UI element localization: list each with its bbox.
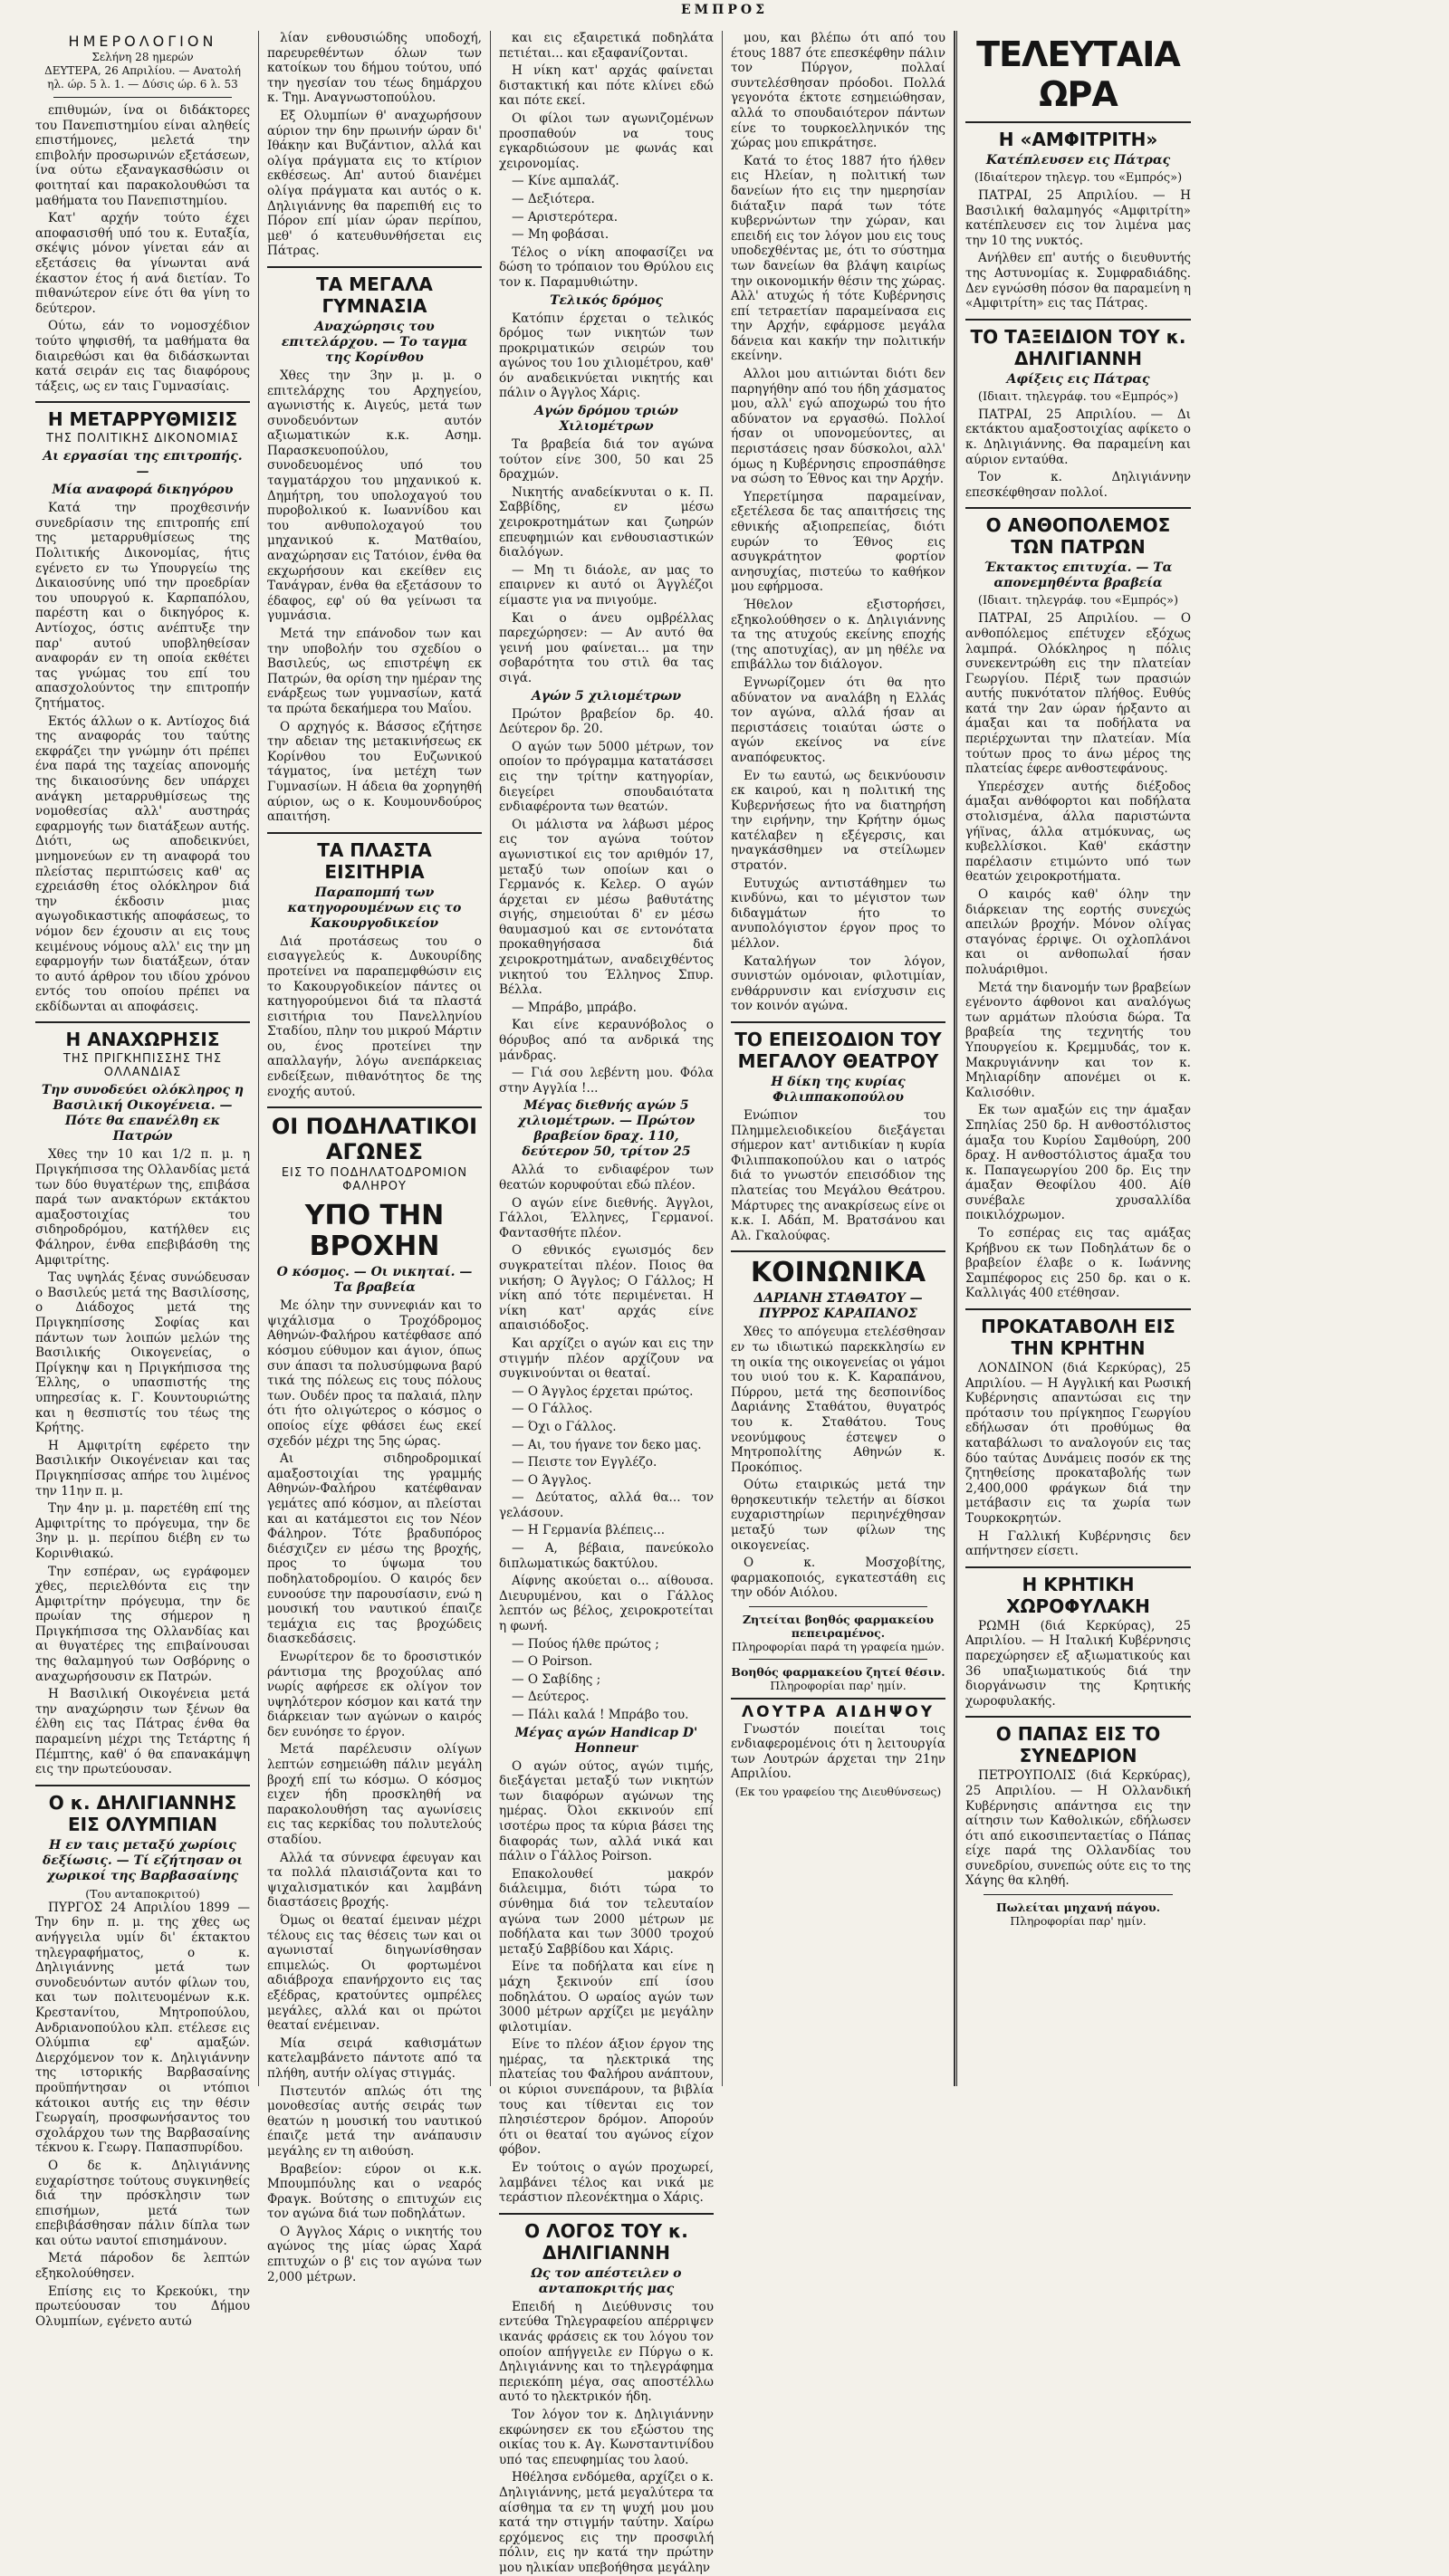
article-text: Χθες το απόγευμα ετελέσθησαν εν τω ιδιωτικώ παρεκκλησίω εν τη οικία της οικογενείας οι γάμοι του υιού του κ. Κ. Καραπάνου, Πύρρου, μετά της δεσποινίδος Δαριάνης Σταθάτου, θυγατρός του κ. Σταθάτου. Τους νεονύμφους έστεψεν ο Μητροπολίτης Αθηνών κ. Προκόπιος. — [731, 1325, 945, 1475]
deck: Μέγας διεθνής αγών 5 χιλιομέτρων. — Πρώτον βραβείον δραχ. 110, δεύτερον 50, τρίτον 25 — [517, 1098, 696, 1160]
divider — [749, 1606, 927, 1607]
article-text: Ηθέλησα ενδόμεθα, αρχίζει ο κ. Δηλιγιάννης, μετά μεγαλύτερα τα αίσθημα τα εν τη ψυχή μου μου κατά την στιγμήν ταύτην. Χαίρω ερχόμενος εις την προσφιλή πόλιν, εις ην κατά την πρώτην μου ηλικίαν υπεβοήθησα μεγάλην — [499, 2470, 714, 2575]
article-text: Ο καιρός καθ' όλην την διάρκειαν της εορτής συνεχώς απειλών βροχήν. Μόνον ολίγας σταγόνας έρριψε. Οι οχλοπλάνοι και οι ανθοπωλαί ήσαν πολυάριθμοι. — [965, 887, 1191, 977]
deck: Ο κόσμος. — Οι νικηταί. — Τα βραβεία — [276, 1265, 473, 1296]
article-text: — Α, βέβαια, πανεύκολο διπλωματικώς δακτύλου. — [499, 1541, 714, 1571]
deck: Η εν ταις μεταξύ χωρίοις δεξίωσις. — Τί εζήτησαν οι χωρικοί της Βαρβασαίνης — [43, 1837, 243, 1883]
article-text: Ενωρίτερον δε το δροσιστικόν ράντισμα της βροχούλας από νωρίς αφήρεσε εκ ολίγον τον υψηλότερον κόσμον και κατά την διάρκειαν των αγώνων ο καιρός δεν ευνόησε το έργον. — [267, 1649, 482, 1739]
article-text: Νικητής αναδείκνυται ο κ. Π. Σαββίδης, εν μέσω χειροκροτημάτων και ζωηρών επευφημιών και ενθουσιαστικών διαλόγων. — [499, 484, 714, 560]
divider — [749, 1659, 927, 1660]
headline-deligiannis-olympia: Ο κ. ΔΗΛΙΓΙΑΝΝΗΣ ΕΙΣ ΟΛΥΜΠΙΑΝ — [35, 1785, 250, 1835]
ad-body: Πληροφορίαι παρ' ημίν. — [770, 1679, 907, 1693]
article-text: Ευτυχώς αντιστάθημεν τω κινδύνω, και το μέγιστον των διδαγμάτων ήτο το ανυπολόγιστον έργον προς το μέλλον. — [731, 876, 945, 952]
article-text: και εις εξαιρετικά ποδηλάτα πετιέται... και εξαφανίζονται. — [499, 31, 714, 61]
article-text: Και αρχίζει ο αγών και εις την στιγμήν πλέον αρχίζουν να συγκινούνται οι θεαταί. — [499, 1336, 714, 1382]
article-text: Οι μάλιστα να λάβωσι μέρος εις τον αγώνα τούτον αγωνιστικοί εις τον αριθμόν 17, μεταξύ των οποίων και ο Γερμανός κ. Κελερ. Ο αγών άρχεται εν μέσω βαθυτάτης σιγής, σημειούται δ' εν μέσω θαυμασμού και σε εντονότατα προκαθηγήσασα διά χειροκροτημάτων, αναδειχθέντος νικητού του Έλληνος Σπυρ. Βέλλα. — [499, 817, 714, 998]
deck: Αγών δρόμου τριών Χιλιομέτρων — [534, 404, 678, 435]
article-text: — Μπράβο, μπράβο. — [512, 1000, 637, 1015]
article-text: Πρώτον βραβείον δρ. 40. Δεύτερον δρ. 20. — [499, 706, 714, 737]
article-text: — Ο Άγγλος έρχεται πρώτος. — [512, 1384, 694, 1399]
dateline: (Ιδιαιτ. τηλεγράφ. του «Εμπρός») — [977, 594, 1179, 608]
dateline: (Ιδιαιτ. τηλεγράφ. του «Εμπρός») — [977, 389, 1179, 404]
article-text: Η νίκη κατ' αρχάς φαίνεται διστακτική και πότε κλίνει εδώ και πότε εκεί. — [499, 63, 714, 109]
dateline: (Ιδιαίτερον τηλεγρ. του «Εμπρός») — [974, 171, 1183, 185]
ad-title: Πωλείται μηχανή πάγου. — [995, 1901, 1161, 1915]
article-text: Εν τω εαυτώ, ως δεικνύουσιν εκ καιρού, και η πολιτική της Κυβερνήσεως ήτο να διατηρήση την ειρήνην, την Κρήτην όμως κατέλαβεν η εξέγερσις, και ηναγκάσθημεν να στείλωμεν στρατόν. — [731, 768, 945, 874]
article-text: Τον κ. Δηλιγιάννην επεσκέφθησαν πολλοί. — [965, 470, 1191, 500]
headline-gymnasia: ΤΑ ΜΕΓΑΛΑ ΓΥΜΝΑΣΙΑ — [267, 266, 482, 317]
article-text: Καταλήγων τον λόγον, συνιστών ομόνοιαν, φιλοτιμίαν, ενθάρρυνσιν και ενίσχυσιν εις τον κοινόν αγώνα. — [731, 953, 945, 1014]
article-text: Τας υψηλάς ξένας συνώδευσαν ο Βασιλεύς μετά της Βασιλίσσης, ο Διάδοχος μετά της Πριγκηπίσσης Σοφίας και πάντων των λοιπών μελών της Βασιλικής Οικογενείας, ο Πρίγκηψ και η Πριγκήπισσα της Έλλης, ο υπασπιστής της υπηρεσίας κ. Γ. Κουντουριώτης και η θεσπιστίς του τέως της Κρήτης. — [35, 1270, 250, 1436]
article-text: Ήθελον εξιστορήσει, εξηκολούθησεν ο κ. Δηλιγιάννης τα της ατυχούς εκείνης εποχής (της αποτυχίας), αν μη ηθέλε να επιβάλλω τον διάλογον. — [731, 597, 945, 673]
subheadline: ΤΗΣ ΠΡΙΓΚΗΠΙΣΣΗΣ ΤΗΣ ΟΛΛΑΝΔΙΑΣ — [62, 1052, 223, 1080]
article-text: Την εσπέραν, ως εγράφομεν χθες, περιελθόντα εις την Αμφιτρίτην πρόγευμα, την δε πρωίαν της σήμερον η Πριγκήπισσα της Ολλανδίας και αι θυγατέρες της επιβαίνουσαι της θαλαμηγού των Οσβόρνης ο αναχωρήσουσιν εκ Πατρών. — [35, 1564, 250, 1684]
article-text: ΠΕΤΡΟΥΠΟΛΙΣ (διά Κερκύρας), 25 Απριλίου. — Η Ολλανδική Κυβέρνησις απάντησα εις την αίτησιν των Καθολικών, εδήλωσεν ότι από εικοσιπενταετίας ο Πάπας είχε παρά της Ολλανδίας του συνεδρίου, συνεπώς ούτε εις το της Χάγης θα κληθή. — [965, 1768, 1191, 1889]
article-text: Κατά την προχθεσινήν συνεδρίασιν της επιτροπής επί της μεταρρυθμίσεως της Πολιτικής Δικονομίας, ήτις εγένετο εν τω Υπουργείω της Δικαιοσύνης υπό την προεδρίαν του υπουργού κ. Καρπαπόλου, παρέστη και ο δικηγόρος κ. Αντίοχος, όστις ανέπτυξε την παρ' αυτού υποβληθείσαν αναφοράν εν τη οποία εκθέτει τας γνώμας του επί του απασχολούντος την επιτροπήν ζητήματος. — [35, 501, 250, 711]
deck: Η δίκη της κυρίας Φιλιππακοπούλου — [771, 1075, 906, 1105]
deck: Αγών 5 χιλιομέτρων — [531, 688, 682, 704]
article-text: Εξ Ολυμπίων θ' αναχωρήσουν αύριον την 6ην πρωινήν ώραν δι' Ιθάκην και Βυζάντιον, αλλά και ολίγα πράγματα εις το κτίριον εκθέσεως. Απ' αυτού διανέμει ολίγα πράγματα και αυτός ο κ. Δηλιγιάννης θα παρεπιθή εις το Πόρον επί μίαν ώραν περίπου, μεθ' ό κατευθυνθήσεται εις Πάτρας. — [267, 108, 482, 259]
article-text: Χθες την 3ην μ. μ. ο επιτελάρχης του Αρχηγείου, αγωνιστής κ. Αιγεύς, μετά των συνοδευόντων αυτόν αξιωματικών κ.κ. Ασημ. Παρασκευοπούλου, συνοδευομένος υπό του ταγματάρχου του μηχανικού κ. Δημήτρη, του υπολοχαγού του πυροβολικού κ. Ιωαννίδου και του ανθυπολοχαγού του μηχανικού κ. Ματθαίου, αναχώρησαν εις Τατόιον, ένθα θα εκχωρήσουν και εκείθεν εις Τανάγραν, ένθα θα εξετάσουν το έδαφος, εφ' ού θα γείνωσι τα γυμνάσια. — [267, 368, 482, 624]
classified-ad — [731, 1665, 945, 1692]
ad-body: Πληροφορίαι παρά τη γραφεία ημών. — [731, 1640, 945, 1654]
headline-metarrythmisis: Η ΜΕΤΑΡΡΥΘΜΙΣΙΣ — [35, 401, 250, 430]
dialogue-line: — Ο Άγγλος. — [512, 1472, 592, 1488]
article-text: Αίφνης ακούεται ο... αίθουσα. Διευρυμένου, και ο Γάλλος λεπτόν ως βέλος, χειροκροτείται η φωνή. — [499, 1574, 714, 1634]
dialogue-line: — Ο Σαβίδης ; — [512, 1671, 601, 1687]
deck: Ως τον απέστειλεν ο ανταποκριτής μας — [531, 2265, 682, 2296]
calendar-moon: Σελήνη 28 ημερών — [91, 51, 194, 63]
deck: Τελικός δρόμος — [550, 292, 663, 308]
deck: Αναχώρησις του επιτελάρχου. — Το ταγμα της Κορίνθου — [281, 319, 468, 365]
article-text: Γνωστόν ποιείται τοις ενδιαφερομένοις ότι η λειτουργία των Λουτρών άρχεται την 21ην Απριλίου. — [731, 1721, 945, 1782]
article-text: Αλλοι μου αιτιώνται διότι δεν παρηγήθην από του ήδη χάσματος μου, αλλ' εγώ αποχωρώ του ήτο αδύνατον να εργασθώ. Πολλοί ήσαν οι υπονομεύοντες, αι περιστάσεις ησαν δύσκολοι, αλλ' όμως η Κυβέρνησις επροσπάθησε να σώση το Έθνος και την Αρχήν. — [731, 367, 945, 487]
headline-anaxorisis: Η ΑΝΑΧΩΡΗΣΙΣ — [35, 1021, 250, 1050]
article-text: Εκ των αμαξών εις την άμαξαν Σπηλίας 250 δρ. Η ανθοστόλιστος άμαξα του Κυρίου Σαμθούρη, 200 δραχ. Η ανθοστόλιστος άμαξα του κ. Παπαγεωργίου 200 δρ. Εις την άμαξαν Θεοφίλου 400. Αίθ συνέβαλε χρυσαλλίδα ποικιλόχρωμον. — [965, 1103, 1191, 1223]
article-text: Εκτός άλλων ο κ. Αντίοχος διά της αναφοράς του ταύτης εκφράζει την γνώμην ότι πρέπει ένα παρά της ταχείας απονομής της δικαιοσύνης δεν υπάρχει ανάγκη μεταρρυθμίσεως της νομοθεσίας αλλ' αυστηράς εφαρμογής των διατάξεων αυτής. Διότι, ως αποδεικνύει, μνημονεύων εν τη αναφορά του πλείστας περιπτώσεις καθ' ας εχρειάσθη έτος ολόκληρον διά την έκδοσιν μιας αγωγοδικαστικής αποφάσεως, το νόμον δεν έχουσιν αι εις τους κειμένους νόμους αλλ' εις την μη εφαρμογήν των διατάξεων, όταν το αυτό άρθρον του ιδίου χρόνου εντός του οποίου πρέπει να εκδίδωνται αι αποφάσεις. — [35, 713, 250, 1014]
article-text: Και είνε κεραυνόβολος ο θόρυβος από τα ανδρικά της μάνδρας. — [499, 1018, 714, 1063]
article-text: Ο δε κ. Δηλιγιάννης ευχαρίστησε τούτους συγκινηθείς διά την πρόσκλησιν των επισήμων, μετά των επεβιβάσθησαν πάλιν δίπλα των και ούτω ναυτοί επισημάνουν. — [35, 2158, 250, 2248]
article-text: Η Βασιλική Οικογένεια μετά την αναχώρησιν των ξένων θα έλθη εις τας Πάτρας ένθα θα παραμείνη μέχρι της Τετάρτης ή Πέμπτης, καθ' ό θα επανακάμψη εις την πρωτεύουσαν. — [35, 1687, 250, 1777]
article-text: Βραβείον: εύρον οι κ.κ. Μπουμπόυλης και ο νεαρός Φραγκ. Βούτσης ο επιτυχών εις τον αγώνα διά των ποδηλάτων. — [267, 2161, 482, 2222]
calendar-title: ΗΜΕΡΟΛΟΓΙΟΝ — [68, 33, 217, 50]
classified-ad — [965, 1901, 1191, 1928]
divider — [53, 97, 232, 98]
article-text: Η Αμφιτρίτη εφέρετο την Βασιλικήν Οικογένειαν και τας Πριγκηπίσσας απήρε του λιμένος την 11ην π. μ. — [35, 1438, 250, 1499]
article-text: — Μη τι διάολε, αν μας το επαιρνεν κι αυτό οι Άγγλέζοι είμαστε για να πνιγούμε. — [499, 562, 714, 608]
deck: Μία αναφορά δικηγόρου — [52, 483, 234, 498]
calendar-sun: ηλ. ώρ. 5 λ. 1. — Δύσις ώρ. 6 λ. 53 — [47, 78, 238, 91]
article-text: Επίσης εις το Κρεκούκι, την πρωτεύουσαν του Δήμου Ολυμπίων, εγένετο αυτώ — [35, 2284, 250, 2329]
article-text: Μετά πάροδον δε λεπτών εξηκολούθησεν. — [35, 2251, 250, 2282]
article-text: ΡΩΜΗ (διά Κερκύρας), 25 Απριλίου. — Η Ιταλική Κυβέρνησις παρεχώρησεν εξ αξιωματικούς και 36 υπαξιωματικούς διά την διοργάνωσιν της Κρητικής χωροφυλακής. — [965, 1618, 1191, 1709]
article-text: Εγνωρίζομεν ότι θα ητο αδύνατον να αναλάβη η Ελλάς τον αγώνα, αλλά ήσαν αι περιστάσεις τοιαύται ώστε ο αγών εκείνος να είνε αναπόφευκτος. — [731, 675, 945, 765]
deck: Αφίξεις εις Πάτρας — [1006, 371, 1150, 387]
article-text: Ο Άγγλος Χάρις ο νικητής του αγώνος της μίας ώρας Χαρά επιτυχών ο β' εις τον αγώνα των 2,000 μέτρων. — [267, 2224, 482, 2284]
dialogue-line: — Δεύτατος, αλλά θα... τον γελάσουν. — [499, 1490, 714, 1520]
article-text: Ο αρχηγός κ. Βάσσος εζήτησε την αδειαν της μετακινήσεως εκ Κορίνθου του Ευζωνικού τάγματος, ίνα μετέχη των Γυμνασίων. Η άδεια θα χορηγηθή αύριον, ως ο κ. Κουμουνδούρος απαιτήση. — [267, 719, 482, 825]
article-text: Ο αγών των 5000 μέτρων, τον οποίον το πρόγραμμα κατατάσσει εις την τρίτην κατηγορίαν, διεγείρει σπουδαιότατα ενδιαφέροντα των θεατών. — [499, 739, 714, 815]
article-text: ΛΟΝΔΙΝΟΝ (διά Κερκύρας), 25 Απριλίου. — Η Αγγλική και Ρωσική Κυβέρνησις απαντώσαι εις την πρότασιν του πρίγκηπος Γεωργίου εδήλωσαν ότι προθύμως θα καταβάλωσι το αναλογούν εις τας δύο ταύτας Δυνάμεις ποσόν εκ της ζητηθείσης προκαταβολής των 2,400,000 φράγκων διά την μετάβασιν εις τα χωρία των Τουρκοκρητών. — [965, 1361, 1191, 1526]
dialogue-line: — Αριστερότερα. — [512, 209, 619, 225]
column-4 — [723, 31, 955, 2086]
deck: ΔΑΡΙΑΝΗ ΣΤΑΘΑΤΟΥ — ΠΥΡΡΟΣ ΚΑΡΑΠΑΝΟΣ — [753, 1291, 923, 1322]
headline-koinonika: ΚΟΙΝΩΝΙΚΑ — [731, 1250, 945, 1288]
article-text: Είνε το πλέον άξιον έργον της ημέρας, τα ηλεκτρικά της πλατείας του Φαλήρου ανάπτουν, οι κύριοι συνεπάρουν, τα βιβλία τους και τίθενται εις τον πλησιέστερον δρόμον. Απορούν ότι οι θεαταί του αγώνος είχον φόβον. — [499, 2037, 714, 2158]
article-text: Διά προτάσεως του ο εισαγγελεύς κ. Δυκουρίδης προτείνει να παραπεμφθώσιν εις το Κακουργοδικείον πάντες οι κατηγορούμενοι διά τα πλαστά εισιτήρια του Πανελληνίου Σταδίου, πλην του μικρού Μάρτιν ου, ένος προτείνει την απαλλαγήν, λόγω ανεπάρκειας ενδείξεων, πιθανότητος δε της ενοχής αυτού. — [267, 934, 482, 1099]
dialogue-line: — Δεύτερος. — [512, 1690, 590, 1705]
ad-body: Πληροφορίαι παρ' ημίν. — [1010, 1914, 1147, 1929]
article-text: Εν τούτοις ο αγών προχωρεί, λαμβάνει τέλος και νικά με τεράστιον πλεονέκτημα ο Χάρις. — [499, 2160, 714, 2206]
article-text: λίαν ενθουσιώδης υποδοχή, παρευρεθέντων όλων των κατοίκων του δήμου τούτου, υπό την ηγεσίαν του τέως δημάρχου κ. Τημ. Αναγνωστοπούλου. — [267, 31, 482, 106]
dialogue-line: — Μη φοβάσαι. — [512, 227, 609, 243]
article-text: Κατόπιν έρχεται ο τελικός δρόμος των νικητών των προκριματικών σειρών του αγώνος του 1ου χιλιομέτρου, καθ' όν αναδεικνύεται νικητής και πάλιν ο Άγγλος Χάρις. — [499, 311, 714, 401]
article-text: Αλλά τα σύννεφα έφευγαν και τα πολλά πλαισιάζοντα και το ψιχαλισματικόν και λαμβάνη διαστάσεις βροχής. — [267, 1850, 482, 1910]
article-text: Υπερέσχεν αυτής διέξοδος άμαξαι ανθόφορτοι και ποδήλατα στολισμένα, άλλα παριστώντα γήϊνας, άλλα ατμόκυνας, ως κυβελλίσκοι. Καθ' εκάστην παρέλασιν ετιμώντο υπό των θεατών χειροκροτήματα. — [965, 779, 1191, 885]
dialogue-line: — Πάλι καλά ! Μπράβο του. — [512, 1708, 689, 1722]
article-text: Ο κ. Μοσχοβίτης, φαρμακοποιός, εγκατεστάθη εις την οδόν Αιόλου. — [731, 1556, 945, 1601]
dialogue-line: — Ο Poirson. — [512, 1654, 593, 1670]
article-text: Πιστευτόν απλώς ότι της μονοθεσίας αυτής σειράς των θεατών η μουσική του ναυτικού έπαιζε μετά την ανάπαυσιν μεγάλης εν τη αιθούση. — [267, 2083, 482, 2159]
article-text: Το εσπέρας εις τας αμάξας Κρήβνου εκ των Ποδηλάτων δε ο βραβείον έλαβε ο κ. Ιωάννης Σαμπέφορος εις 250 δρ. και ο κ. Καλλιγάς 400 ετέθησαν. — [965, 1226, 1191, 1301]
classified-ad — [731, 1613, 945, 1653]
article-text: Τον λόγον τον κ. Δηλιγιάννην εκφώνησεν εκ του εξώστου της οικίας του κ. Αγ. Κωνσταντινίδου υπό τας επευφημίας του λαού. — [499, 2407, 714, 2467]
byline: (Του ανταποκριτού) — [85, 1886, 200, 1901]
dialogue-line: — Δεξιότερα. — [512, 191, 595, 206]
article-text: Μία σειρά καθισμάτων κατελαμβάνετο πάντοτε από τα πλήθη, αυτήν ολίγας στιγμάς. — [267, 2035, 482, 2081]
headline-loutra: ΛΟΥΤΡΑ ΑΙΔΗΨΟΥ — [731, 1698, 945, 1720]
article-text: Αλλά το ενδιαφέρον των θεατών κορυφούται εδώ πλέον. — [499, 1163, 714, 1192]
article-text: Μετά την διανομήν των βραβείων εγένοντο άφθονοι και αναλόγως των αρμάτων πλούσια δώρα. Τα βραβεία της τεχνητής του Υπουργείου κ. Κρεμμυδάς, τον κ. Μακρυγιάννην και τον κ. Μηλιαρίδην απονέμει οι κ. Καλισόθιν. — [965, 980, 1191, 1100]
column-5 — [955, 31, 1199, 2086]
subheadline: ΕΙΣ ΤΟ ΠΟΔΗΛΑΤΟΔΡΟΜΙΟΝ ΦΑΛΗΡΟΥ — [281, 1166, 468, 1194]
dialogue-line: — Όχι ο Γάλλος. — [512, 1419, 617, 1434]
article-text: Είνε τα ποδήλατα και είνε η μάχη ξεκινούν επί ίσου ποδηλάτου. Ο ωραίος αγών των 3000 μέτρων αρχίζει με μεγάλην φιλοτιμίαν. — [499, 1959, 714, 2035]
deck: Έκτακτος επιτυχία. — Τα απονεμηθέντα βραβεία — [984, 560, 1173, 591]
ad-title: Ζητείται βοηθός φαρμακείου πεπειραμένος. — [742, 1613, 935, 1641]
column-1 — [27, 31, 259, 2329]
headline-epeisodion: ΤΟ ΕΠΕΙΣΟΔΙΟΝ ΤΟΥ ΜΕΓΑΛΟΥ ΘΕΑΤΡΟΥ — [731, 1021, 945, 1072]
article-text: Μετά παρέλευσιν ολίγων λεπτών εσημειώθη πάλιν μεγάλη βροχή επί τω κόσμω. Ο κόσμος ειχεν ήδη προσκληθή να παρακολουθήση τας αγωνίσεις εις τας κερκίδας του πολυτελούς σταδίου. — [267, 1742, 482, 1848]
deck: Αι εργασίαι της επιτροπής. — — [43, 449, 243, 480]
article-text: Επειδή η Διεύθυνσις του εντεύθα Τηλεγραφείου απέρριψεν ικανάς φράσεις εκ του λόγου τον οποίον απήγγειλε εν Πύργω ο κ. Δηλιγιάννης και το τηλεγράφημα περιεκόπη μέγα, σας αποστέλλω αυτό το ηλεκτρικόν ήδη. — [499, 2299, 714, 2405]
article-text: Η Γαλλική Κυβέρνησις δεν απήντησεν είσετι. — [965, 1528, 1191, 1559]
headline-papas: Ο ΠΑΠΑΣ ΕΙΣ ΤΟ ΣΥΝΕΔΡΙΟΝ — [965, 1716, 1191, 1767]
article-text: Αι σιδηροδρομικαί αμαξοστοιχίαι της γραμμής Αθηνών-Φαλήρου κατέφθαναν γεμάτες από κόσμον, αι πλείσται και αι κατάμεστοι εις τον Νέον Φάληρον. Τότε βραδυπόρος διέσχιζεν εν μέσω της βροχής, προς το ύψωμα του ποδηλατοδρομίου. Ο καιρός δεν ευνοούσε την παρουσίασιν, ενώ η μουσική του ναυτικού έπαιζε τεμάχια εις τας βροχώδεις διασκεδάσεις. — [267, 1451, 482, 1647]
headline-anthopolemos: Ο ΑΝΘΟΠΟΛΕΜΟΣ ΤΩΝ ΠΑΤΡΩΝ — [965, 507, 1191, 558]
headline-logos-deligianni: Ο ΛΟΓΟΣ ΤΟΥ κ. ΔΗΛΙΓΙΑΝΝΗ — [499, 2213, 714, 2264]
headline-podilatikoi-agones: ΟΙ ΠΟΔΗΛΑΤΙΚΟΙ ΑΓΩΝΕΣ — [267, 1106, 482, 1164]
article-text: Επακολουθεί μακρόν διάλειμμα, διότι τώρα το σύνθημα διά τον τελευταίον αγώνα των 2000 μέτρων με ποδήλατα και των 3000 τροχού μεταξύ Σαββίδου και Χάρις. — [499, 1866, 714, 1957]
subheadline: ΤΗΣ ΠΟΛΙΤΙΚΗΣ ΔΙΚΟΝΟΜΙΑΣ — [46, 432, 239, 446]
headline-vroxi: ΥΠΟ ΤΗΝ ΒΡΟΧΗΝ — [304, 1200, 445, 1263]
dialogue-line: — Πούος ήλθε πρώτος ; — [512, 1636, 659, 1652]
headline-plasta-eisitiria: ΤΑ ΠΛΑΣΤΑ ΕΙΣΙΤΗΡΙΑ — [267, 832, 482, 883]
article-text: Τέλος ο νίκη αποφασίζει να δώση το τρόπαιον του Θρύλου εις τον κ. Παραμυθιώτην. — [499, 244, 714, 290]
calendar-date: ΔΕΥΤΕΡΑ, 26 Απριλίου. — Ανατολή — [44, 64, 241, 77]
article-text: ΠΑΤΡΑΙ, 25 Απριλίου. — Δι εκτάκτου αμαξοστοιχίας αφίκετο ο κ. Δηλιγιάννης. Θα παραμείνη και αύριον ενταύθα. — [965, 407, 1191, 467]
article-text: Και ο άνευ ομβρέλλας παρεχώρησεν: — Αν αυτό θα γεινή μου φαίνεται... μα την σοβαρότητα του στιλ θα τας σιγά. — [499, 610, 714, 685]
deck: Την συνοδεύει ολόκληρος η Βασιλική Οικογένεια. — Πότε θα επανέλθη εκ Πατρών — [41, 1083, 245, 1144]
article-text: επιθυμών, ίνα οι διδάκτορες του Πανεπιστημίου είναι αληθείς επιστήμονες, μελετά την επιβολήν προσωρινών εξετάσεων, ίνα ούτω εξαναγκασθώσιν οι φοιτηταί και παρακολουθώσι τα μαθήματα του Πανεπιστημίου. — [35, 103, 250, 208]
article-text: ΠΑΤΡΑΙ, 25 Απριλίου. — Η Βασιλική θαλαμηγός «Αμφιτρίτη» κατέπλευσεν εις τον λιμένα μας την 10 της νυκτός. — [965, 188, 1191, 248]
headline-xorofylaki: Η ΚΡΗΤΙΚΗ ΧΩΡΟΦΥΛΑΚΗ — [965, 1566, 1191, 1617]
article-text: Την 4ην μ. μ. παρετέθη επί της Αμφιτρίτης το πρόγευμα, την δε 3ην μ. μ. περίπου διέβη εν τω Κορινθιακώ. — [35, 1501, 250, 1561]
article-text: Ο εθνικός εγωισμός δεν συγκρατείται πλέον. Ποιος θα νικήση; Ο Άγγλος; Ο Γάλλος; Η νίκη από τότε περιμένεται. Η νίκη κατ' αρχάς είνε απαισιόδοξος. — [499, 1243, 714, 1334]
article-text: ΠΑΤΡΑΙ, 25 Απριλίου. — Ο ανθοπόλεμος επέτυχεν εξόχως λαμπρά. Ολόκληρος η πόλις συνεκεντρώθη εις την πλατείαν Γεωργίου. Πέριξ των πρασιών αυτής πυκνότατον πλήθος. Ευθύς κατά την 2αν ώραν ήρξαντο αι άμαξαι και τα ποδήλατα να περιέρχωνται την πλατείαν. Μία τούτων προς το άνω μέρος της πλατείας έφερε ανθοστεφάνους. — [965, 611, 1191, 777]
headline-prokatavoli-kriti: ΠΡΟΚΑΤΑΒΟΛΗ ΕΙΣ ΤΗΝ ΚΡΗΤΗΝ — [965, 1308, 1191, 1359]
column-2 — [259, 31, 491, 2284]
deck: Παραπομπή των κατηγορουμένων εις το Κακουργοδικείον — [287, 885, 462, 931]
dialogue-line: — Κίνε αμπαλάζ. — [512, 174, 619, 189]
dialogue-line: — Αι, του ήγανε τον δεκο μας. — [512, 1437, 702, 1452]
article-text: — Γιά σου λεβέντη μου. Φόλα στην Αγγλία !... — [499, 1066, 714, 1096]
columns — [27, 31, 1427, 2575]
article-text: Μετά την επάνοδον των και την υποβολήν του σχεδίου ο Βασιλεύς, ως επιστρέψη εκ Πατρών, θα ορίση την ημέραν της ενάρξεως των γυμνασίων, κατά τα πρώτα δεκαήμερα του Μαΐου. — [267, 627, 482, 716]
article-text: Ο αγών ούτος, αγών τιμής, διεξάγεται μεταξύ των νικητών των διαφόρων αγώνων της ημέρας. Όλοι εκκινούν επί ισοτέρω προς τα κύρια βάσει της διαφοράς των, αλλά νικά και πάλιν ο Γάλλος Poirson. — [499, 1758, 714, 1864]
article-text: Τα βραβεία διά τον αγώνα τούτον είνε 300, 50 και 25 δραχμών. — [499, 437, 714, 483]
article-text: Ο αγών είνε διεθνής. Άγγλοι, Γάλλοι, Έλληνες, Γερμανοί. Φαντασθήτε πλέον. — [499, 1195, 714, 1240]
column-3 — [491, 31, 723, 2575]
article-text: Οι φίλοι των αγωνιζομένων προσπαθούν να τους εγκαρδιώσουν με φωνάς και χειρονομίας. — [499, 110, 714, 171]
article-text: Ούτω εταιρικώς μετά την θρησκευτικήν τελετήν αι δίσκοι ευχαριστηρίων περιηνέχθησαν μεταξύ των φίλων της οικογενείας. — [731, 1478, 945, 1553]
article-text: μου, και βλέπω ότι από του έτους 1887 ότε επεσκέφθην πάλιν τον Πύργον, πολλαί συντελέσθησαν πρόοδοι. Πολλά γεγονότα έκτοτε εσημειώθησαν, αλλά το σπουδαιότερον πάντων είνε το τουρκοελληνικόν της χώρας μου επικράτησε. — [731, 31, 945, 151]
article-text: Κατ' αρχήν τούτο έχει αποφασισθή υπό του κ. Ευταξία, σκέψις μόνον γίνεται εάν αι εξετάσεις θα γίνωνται ανά έκαστον έτος ή ανά διετίαν. Το πιθανώτερον είνε ότι θα γίνη το δεύτερον. — [35, 211, 250, 316]
deck: Μέγας αγών Handicap D' Honneur — [514, 1725, 698, 1756]
ad-title: Βοηθός φαρμακείου ζητεί θέσιν. — [731, 1665, 945, 1680]
calendar — [35, 33, 250, 91]
dialogue-line: — Ο Γάλλος. — [512, 1402, 593, 1417]
divider — [984, 1894, 1173, 1895]
headline-taxeidion: ΤΟ ΤΑΞΕΙΔΙΟΝ ΤΟΥ κ. ΔΗΛΙΓΙΑΝΝΗ — [965, 319, 1191, 369]
dialogue-line: — Η Γερμανία βλέπεις... — [512, 1523, 666, 1538]
article-text: Υπερετίμησα παραμείναν, εξετέλεσα δε τας απαιτήσεις της εθνικής αξιοπρεπείας, διότι ευρών το Έθνος εις ασυγκράτητον φορτίον ανησυχίας, πιστεύω το καθήκον μου εφήρμοσα. — [731, 489, 945, 595]
deck: Κατέπλευσεν εις Πάτρας — [985, 153, 1171, 168]
article-text: Ούτω, εάν το νομοσχέδιον τούτο ψηφισθή, τα μαθήματα θα διαιρεθώσι και θα διδάσκωνται κατά σειράν εις τας διαφόρους τάξεις, ως εν ταις Γυμνασίαις. — [35, 319, 250, 394]
headline-amfitriti: Η «ΑΜΦΙΤΡΙΤΗ» — [965, 121, 1191, 150]
ad-source: (Εκ του γραφείου της Διευθύνσεως) — [734, 1785, 942, 1798]
article-text: Κατά το έτος 1887 ήτο ήλθεν εις Ηλείαν, η πολιτική των δανείων ήτο εις την ημερησίαν διάταξιν παρά των τότε κυβερνώντων την χώραν, και επειδή εις τον λόγον μου εις τους υποδεχθέντας με, ότι το σύστημα των δανείων θα βλάψη καιρίως την οικονομικήν θέσιν της χώρας. Αλλ' ατυχώς ή τότε Κυβέρνησις επί τετραετίαν παραμείνασα εις την Αρχήν, εφάρμοσε μεγάλα δάνεια και κακήν την πολιτικήν εκείνην. — [731, 153, 945, 364]
article-text: Ανήλθεν επ' αυτής ο διευθυντής της Αστυνομίας κ. Συμφραδιάδης. Δεν εγνώσθη πόσον θα παραμείνη η «Αμφιτρίτη» εις τας Πάτρας. — [965, 251, 1191, 311]
dialogue-line: — Πειστε τον Εγγλέζο. — [512, 1455, 657, 1470]
article-text: ΠΥΡΓΟΣ 24 Απριλίου 1899 — Την 6ην π. μ. της χθες ως ανήγγειλα υμίν δι' έκτακτου τηλεγραφήματος, ο κ. Δηλιγιάννης μετά των συνοδευόντων αυτόν φίλων του, και των πολιτευομένων κ.κ. Κρεστανίτου, Μητροπούλου, Ανδριανοπούλου κλπ. ετέλεσε εις Ολύμπια εφ' αμαξών. Διερχόμενον τον κ. Δηλιγιάννην της ιστορικής Βαρβασαίνης προϋπήντησαν οι ντόπιοι κάτοικοι αυτής εις την θέσιν Γεωργαίη, προσφωνήσαντος του σχολάρχου των της Βαρβασαίνης τέκνου κ. Γεωργ. Παπασπυρίδου. — [35, 1900, 250, 2156]
article-text: Όμως οι θεαταί έμειναν μέχρι τέλους εις τας θέσεις των και οι αγωνισταί διηγωνίσθησαν επιμελώς. Οι φορτωμένοι αδιάβροχα επανήρχοντο εις τας εξέδρας, κρατούντες ομπρέλες μεγάλες, αλλά και οι πρώτοι θεαταί ενέμειναν. — [267, 1913, 482, 2034]
article-text: Ενώπιον του Πλημμελειοδικείου διεξάγεται σήμερον κατ' αντιδικίαν η κυρία Φιλιππακοπούλου και ο ιατρός διά το γνωστόν επεισόδιον της πλατείας του Μεγάλου Θεάτρου. Μάρτυρες της ανακρίσεως είνε οι κ.κ. Ι. Αδάπ, Μ. Βρατσάνου και Αλ. Γκαλούφας. — [731, 1108, 945, 1243]
article-text: Χθες την 10 και 1/2 π. μ. η Πριγκήπισσα της Ολλανδίας μετά των δύο θυγατέρων της, επιβάσα παρά των ανακτόρων εκτάκτου αμαξοστοιχίας του σιδηροδρόμου, κατήλθεν εις Φάληρον, ένθα επεβιβάσθη της Αμφιτρίτης. — [35, 1147, 250, 1268]
article-text: Με όλην την συννεφιάν και το ψιχάλισμα ο Τροχόδρομος Αθηνών-Φαλήρου κατέφθασε από κόσμου εύθυμον και άγιον, όπως συν άπασι τα πολυσύμφωνα βαρύ τικά της πόλεως εις τους πόλους των. Ουδέν προς τα παλαιά, πλην ότι ήτο ολιγώτερος ο κόσμος ο οποίος είχε φθάσει έως εκεί σχεδόν μέχρι της 5ης ώρας. — [267, 1298, 482, 1449]
masthead: ΕΜΠΡΟΣ — [680, 3, 768, 17]
section-title-teleutaia-ora: ΤΕΛΕΥΤΑΙΑ ΩΡΑ — [976, 34, 1180, 114]
